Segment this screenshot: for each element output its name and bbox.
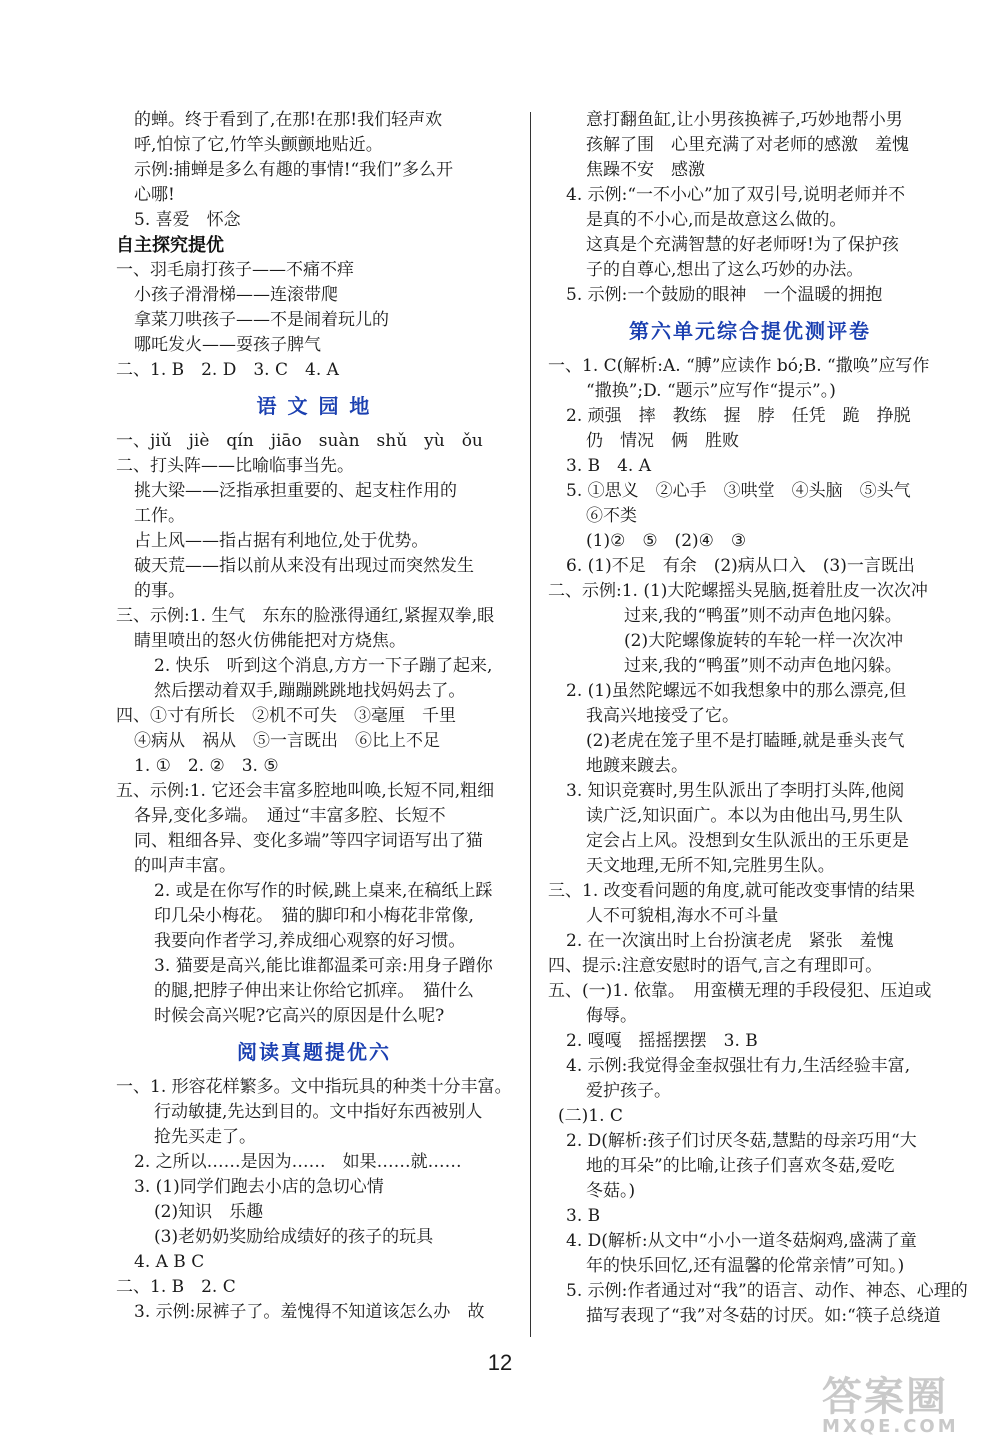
answer-line: 各异,变化多端。 通过“丰富多腔、长短不 (134, 806, 446, 826)
answer-line: 6. (1)不足 有余 (2)病从口入 (3)一言既出 (566, 556, 915, 576)
answer-line: 2. D(解析:孩子们讨厌冬菇,慧黠的母亲巧用“大 (566, 1131, 917, 1151)
answer-line: 一、1. C(解析:A. “膊”应读作 bó;B. “撒唤”应写作 (548, 356, 930, 376)
answer-line: 示例:捕蝉是多么有趣的事情!“我们”多么开 (134, 160, 453, 180)
answer-line: 心哪! (134, 185, 175, 205)
answer-line: 2. 快乐 听到这个消息,方方一下子蹦了起来, (154, 656, 493, 676)
answer-line: 3. 猫要是高兴,能比谁都温柔可亲:用身子蹭你 (154, 956, 493, 976)
answer-line: 的叫声丰富。 (134, 856, 236, 876)
answer-line: 三、示例:1. 生气 东东的脸涨得通红,紧握双拳,眼 (116, 606, 495, 626)
answer-line: 一、jiǔ jiè qín jiāo suàn shǔ yù ǒu (116, 431, 483, 451)
answer-line: 是真的不小心,而是故意这么做的。 (586, 210, 847, 230)
answer-line: 5. 喜爱 怀念 (134, 210, 241, 230)
answer-line: 描写表现了“我”对冬菇的讨厌。如:“筷子总绕道 (586, 1306, 941, 1326)
answer-line: 冬菇。) (586, 1181, 636, 1201)
answer-line: 地的耳朵”的比喻,让孩子们喜欢冬菇,爱吃 (586, 1156, 895, 1176)
answer-line: 我高兴地接受了它。 (586, 706, 739, 726)
watermark-url: MXQE.COM (822, 1416, 959, 1437)
answer-line: ⑥不类 (586, 506, 637, 526)
answer-line: (2)知识 乐趣 (154, 1202, 264, 1222)
answer-line: 一、1. 形容花样繁多。文中指玩具的种类十分丰富。 (116, 1077, 512, 1097)
answer-line: 4. D(解析:从文中“小小一道冬菇焖鸡,盛满了童 (566, 1231, 917, 1251)
answer-line: 的腿,把脖子伸出来让你给它抓痒。 猫什么 (154, 981, 474, 1001)
answer-line: 天文地理,无所不知,完胜男生队。 (586, 856, 835, 876)
answer-line: 五、示例:1. 它还会丰富多腔地叫唤,长短不同,粗细 (116, 781, 495, 801)
answer-line: (1)② ⑤ (2)④ ③ (586, 531, 747, 551)
answer-line: 然后摆动着双手,蹦蹦跳跳地找妈妈去了。 (154, 681, 466, 701)
answer-line: 五、(一)1. 依靠。 用蛮横无理的手段侵犯、压迫或 (548, 981, 932, 1001)
answer-line: 四、①寸有所长 ②机不可失 ③毫厘 千里 (116, 706, 456, 726)
answer-line: 行动敏捷,先达到目的。文中指好东西被别人 (154, 1102, 483, 1122)
answer-line: 意打翻鱼缸,让小男孩换裤子,巧妙地帮小男 (586, 110, 903, 130)
answer-line: 印几朵小梅花。 猫的脚印和小梅花非常像, (154, 906, 474, 926)
subsection-heading: 自主探究提优 (116, 235, 224, 256)
answer-line: “撒换”;D. “题示”应写作“提示”。) (586, 381, 836, 401)
section-heading: 阅读真题提优六 (237, 1040, 391, 1064)
answer-line: 3. B (566, 1206, 601, 1226)
section-heading: 第六单元综合提优测评卷 (629, 319, 871, 343)
answer-line: 二、1. B 2. D 3. C 4. A (116, 360, 339, 380)
answer-line: 5. ①思义 ②心手 ③哄堂 ④头脑 ⑤头气 (566, 481, 911, 501)
answer-line: 这真是个充满智慧的好老师呀!为了保护孩 (586, 235, 899, 255)
answer-line: 四、提示:注意安慰时的语气,言之有理即可。 (548, 956, 883, 976)
answer-line: 抢先买走了。 (154, 1127, 256, 1147)
answer-line: 工作。 (134, 506, 185, 526)
answer-line: 占上风——指占据有利地位,处于优势。 (134, 531, 429, 551)
answer-line: 年的快乐回忆,还有温馨的伦常亲情”可知。) (586, 1256, 905, 1276)
answer-line: 的事。 (134, 581, 185, 601)
answer-line: 2. (1)虽然陀螺远不如我想象中的那么漂亮,但 (566, 681, 907, 701)
answer-line: 时候会高兴呢?它高兴的原因是什么呢? (154, 1006, 445, 1026)
answer-line: 爱护孩子。 (586, 1081, 671, 1101)
answer-line: (2)老虎在笼子里不是打瞌睡,就是垂头丧气 (586, 731, 905, 751)
left-column (116, 108, 512, 1325)
answer-line: 2. 在一次演出时上台扮演老虎 紧张 羞愧 (566, 931, 894, 951)
answer-line: 挑大梁——泛指承担重要的、起支柱作用的 (134, 481, 457, 501)
watermark-logo (822, 1365, 972, 1437)
answer-line: (二)1. C (558, 1106, 623, 1126)
answer-line: 破天荒——指以前从来没有出现过而突然发生 (134, 556, 474, 576)
answer-line: 1. ① 2. ② 3. ⑤ (134, 756, 279, 776)
answer-line: 睛里喷出的怒火仿佛能把对方烧焦。 (134, 631, 406, 651)
answer-line: 仍 情况 俩 胜败 (586, 431, 739, 451)
answer-line: 同、粗细各异、变化多端”等四字词语写出了猫 (134, 831, 483, 851)
answer-line: 三、1. 改变看问题的角度,就可能改变事情的结果 (548, 881, 916, 901)
answer-line: 过来,我的“鸭蛋”则不动声色地闪躲。 (624, 656, 902, 676)
answer-line: 2. 或是在你写作的时候,跳上桌来,在稿纸上踩 (154, 881, 493, 901)
answer-line: 3. (1)同学们跑去小店的急切心情 (134, 1177, 384, 1197)
answer-line: 侮辱。 (586, 1006, 637, 1026)
answer-line: 4. A B C (134, 1252, 205, 1272)
answer-line: 焦躁不安 感激 (586, 160, 705, 180)
right-column (548, 108, 968, 1329)
answer-line: 我要向作者学习,养成细心观察的好习惯。 (154, 931, 466, 951)
answer-line: 4. 示例:我觉得金奎叔强壮有力,生活经验丰富, (566, 1056, 911, 1076)
answer-line: 二、示例:1. (1)大陀螺摇头晃脑,挺着肚皮一次次冲 (548, 581, 928, 601)
answer-line: 3. 示例:尿裤子了。羞愧得不知道该怎么办 故 (134, 1302, 485, 1322)
answer-line: 3. B 4. A (566, 456, 652, 476)
answer-line: 定会占上风。没想到女生队派出的王乐更是 (586, 831, 909, 851)
answer-line: 人不可貌相,海水不可斗量 (586, 906, 779, 926)
answer-line: 读广泛,知识面广。本以为由他出马,男生队 (586, 806, 903, 826)
answer-line: 二、打头阵——比喻临事当先。 (116, 456, 354, 476)
answer-line: 的蝉。终于看到了,在那!在那!我们轻声欢 (134, 110, 443, 130)
answer-line: 一、羽毛扇打孩子——不痛不痒 (116, 260, 354, 280)
answer-line: 孩解了围 心里充满了对老师的感激 羞愧 (586, 135, 909, 155)
answer-line: 拿菜刀哄孩子——不是闹着玩儿的 (134, 310, 389, 330)
answer-line: 哪吒发火——耍孩子脾气 (134, 335, 321, 355)
answer-line: (2)大陀螺像旋转的车轮一样一次次冲 (624, 631, 904, 651)
answer-line: ④病从 祸从 ⑤一言既出 ⑥比上不足 (134, 731, 440, 751)
answer-line: 二、1. B 2. C (116, 1277, 236, 1297)
answer-line: 2. 之所以……是因为…… 如果……就…… (134, 1152, 462, 1172)
watermark-main: 答案圈 (822, 1374, 948, 1420)
answer-line: 小孩子滑滑梯——连滚带爬 (134, 285, 338, 305)
answer-line: 4. 示例:“一不小心”加了双引号,说明老师并不 (566, 185, 906, 205)
answer-line: 地踱来踱去。 (586, 756, 688, 776)
answer-line: 子的自尊心,想出了这么巧妙的办法。 (586, 260, 864, 280)
answer-line: 5. 示例:一个鼓励的眼神 一个温暖的拥抱 (566, 285, 883, 305)
answer-line: 呼,怕惊了它,竹竿头颤颤地贴近。 (134, 135, 383, 155)
column-divider (530, 112, 531, 1337)
answer-line: 过来,我的“鸭蛋”则不动声色地闪躲。 (624, 606, 902, 626)
answer-line: 2. 顽强 摔 教练 握 脖 任凭 跪 挣脱 (566, 406, 911, 426)
section-heading: 语 文 园 地 (256, 394, 372, 418)
answer-line: 2. 嘎嘎 摇摇摆摆 3. B (566, 1031, 758, 1051)
answer-line: 3. 知识竞赛时,男生队派出了李明打头阵,他阅 (566, 781, 905, 801)
answer-line: (3)老奶奶奖励给成绩好的孩子的玩具 (154, 1227, 434, 1247)
answer-line: 5. 示例:作者通过对“我”的语言、动作、神态、心理的 (566, 1281, 968, 1301)
page-number: 12 (487, 1350, 513, 1375)
